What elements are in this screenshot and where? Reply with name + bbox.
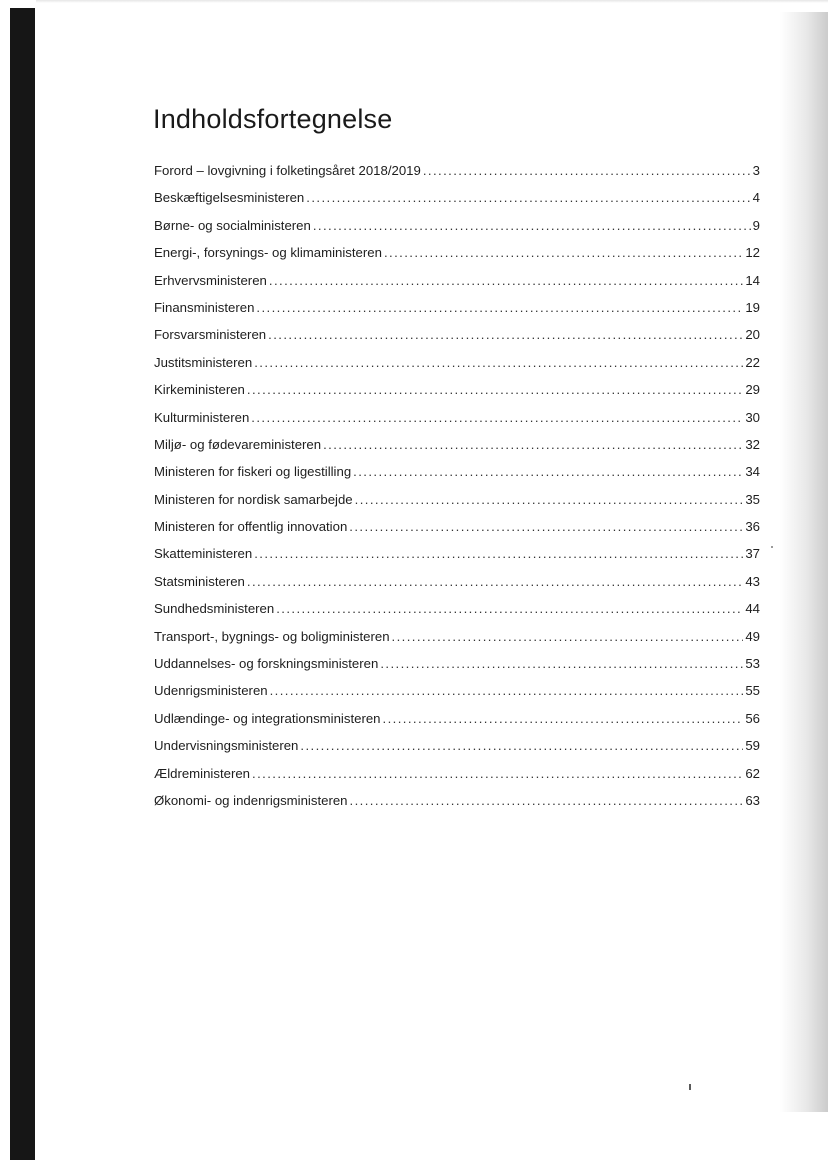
toc-entry-page-number: 4 bbox=[752, 190, 760, 206]
dot-leader bbox=[249, 410, 743, 425]
dot-leader bbox=[353, 492, 744, 507]
toc-entry-page-number: 34 bbox=[745, 464, 760, 480]
toc-entry-title: Børne- og socialministeren bbox=[154, 217, 311, 233]
toc-entry-page-number: 9 bbox=[752, 217, 760, 233]
toc-entry-title: Ældreministeren bbox=[154, 765, 251, 781]
toc-entry-page-number: 62 bbox=[745, 765, 760, 781]
dot-leader bbox=[311, 218, 751, 233]
dot-leader bbox=[321, 437, 743, 452]
dot-leader bbox=[381, 711, 744, 726]
toc-entry-page-number: 63 bbox=[745, 792, 760, 808]
toc-entry-title: Kulturministeren bbox=[154, 409, 250, 425]
toc-entry-page-number: 56 bbox=[745, 710, 760, 726]
toc-entry-page-number: 36 bbox=[745, 519, 760, 535]
dot-leader bbox=[266, 327, 743, 342]
toc-entry bbox=[154, 546, 760, 573]
dot-leader bbox=[304, 190, 750, 205]
toc-entry-page-number: 32 bbox=[745, 436, 760, 452]
toc-entry bbox=[154, 738, 760, 765]
toc-entry bbox=[154, 711, 760, 738]
toc-entry-title: Skatteministeren bbox=[154, 546, 253, 562]
toc-entry-page-number: 19 bbox=[745, 299, 760, 315]
scan-edge-left bbox=[10, 8, 35, 1160]
toc-entry bbox=[154, 629, 760, 656]
toc-entry bbox=[154, 218, 760, 245]
page-title: Indholdsfortegnelse bbox=[153, 104, 393, 134]
scan-speck bbox=[689, 1084, 691, 1090]
toc-entry bbox=[154, 519, 760, 546]
dot-leader bbox=[268, 683, 744, 698]
toc-entry-page-number: 37 bbox=[745, 546, 760, 562]
toc-entry bbox=[154, 300, 760, 327]
toc-entry bbox=[154, 410, 760, 437]
toc-entry-title: Undervisningsministeren bbox=[154, 738, 299, 754]
toc-entry-title: Uddannelses- og forskningsministeren bbox=[154, 656, 379, 672]
dot-leader bbox=[245, 574, 743, 589]
toc-entry bbox=[154, 492, 760, 519]
toc-entry bbox=[154, 163, 760, 190]
toc-entry-title: Sundhedsministeren bbox=[154, 601, 275, 617]
toc-entry bbox=[154, 683, 760, 710]
toc-entry-title: Økonomi- og indenrigsministeren bbox=[154, 792, 348, 808]
dot-leader bbox=[245, 382, 743, 397]
toc-entry-page-number: 22 bbox=[745, 354, 760, 370]
toc-entry-page-number: 55 bbox=[745, 683, 760, 699]
dot-leader bbox=[378, 656, 743, 671]
dot-leader bbox=[254, 300, 743, 315]
scan-speck bbox=[771, 546, 773, 548]
toc-entry bbox=[154, 245, 760, 272]
dot-leader bbox=[267, 273, 743, 288]
dot-leader bbox=[252, 355, 743, 370]
toc-entry-title: Forord – lovgivning i folketingsåret 2018/2019 bbox=[154, 163, 421, 178]
scan-edge-top bbox=[36, 0, 828, 3]
toc-entry-title: Justitsministeren bbox=[154, 354, 253, 370]
toc-entry-title: Ministeren for nordisk samarbejde bbox=[154, 491, 353, 507]
toc-entry-page-number: 29 bbox=[745, 382, 760, 398]
toc-entry-page-number: 53 bbox=[745, 656, 760, 672]
dot-leader bbox=[252, 546, 743, 561]
toc-entry-title: Miljø- og fødevareministeren bbox=[154, 436, 322, 452]
toc-entry-title: Udenrigsministeren bbox=[154, 683, 268, 699]
toc-entry bbox=[154, 382, 760, 409]
toc-entry-page-number: 44 bbox=[745, 601, 760, 617]
toc-entry-title: Ministeren for offentlig innovation bbox=[154, 519, 348, 535]
toc-entry bbox=[154, 656, 760, 683]
toc-entry bbox=[154, 601, 760, 628]
toc-entry bbox=[154, 437, 760, 464]
toc-entry-title: Udlændinge- og integrationsministeren bbox=[154, 710, 381, 726]
dot-leader bbox=[298, 738, 743, 753]
toc-entry-page-number: 30 bbox=[745, 409, 760, 425]
toc-entry bbox=[154, 273, 760, 300]
toc-entry bbox=[154, 355, 760, 382]
toc-entry-page-number: 35 bbox=[745, 491, 760, 507]
toc-entry-page-number: 20 bbox=[745, 327, 760, 343]
dot-leader bbox=[382, 245, 743, 260]
toc-entry-page-number: 3 bbox=[752, 163, 760, 178]
toc-entry-title: Transport-, bygnings- og boligministeren bbox=[154, 628, 390, 644]
toc-entry bbox=[154, 327, 760, 354]
toc-entry-page-number: 12 bbox=[745, 245, 760, 261]
toc-entry-title: Forsvarsministeren bbox=[154, 327, 267, 343]
toc-entry bbox=[154, 190, 760, 217]
dot-leader bbox=[250, 766, 743, 781]
toc-entry-page-number: 43 bbox=[745, 573, 760, 589]
toc-entry-title: Kirkeministeren bbox=[154, 382, 245, 398]
dot-leader bbox=[347, 519, 743, 534]
dot-leader bbox=[351, 464, 743, 479]
dot-leader bbox=[348, 793, 744, 808]
toc-entry-page-number: 49 bbox=[745, 628, 760, 644]
toc-entry bbox=[154, 793, 760, 820]
toc-entry bbox=[154, 464, 760, 491]
toc-entry bbox=[154, 766, 760, 793]
dot-leader bbox=[274, 601, 743, 616]
toc-entry-title: Finansministeren bbox=[154, 299, 255, 315]
dot-leader bbox=[390, 629, 744, 644]
toc-entry-title: Energi-, forsynings- og klimaministeren bbox=[154, 245, 382, 261]
toc-entry-page-number: 59 bbox=[745, 738, 760, 754]
toc-entry-title: Ministeren for fiskeri og ligestilling bbox=[154, 464, 352, 480]
toc-entry-title: Statsministeren bbox=[154, 573, 245, 589]
dot-leader bbox=[421, 163, 751, 178]
toc-entry-title: Erhvervsministeren bbox=[154, 272, 267, 288]
toc-entry-title: Beskæftigelsesministeren bbox=[154, 190, 305, 206]
toc-entry-page-number: 14 bbox=[745, 272, 760, 288]
scan-edge-right bbox=[780, 12, 828, 1112]
table-of-contents bbox=[154, 163, 760, 820]
toc-entry bbox=[154, 574, 760, 601]
